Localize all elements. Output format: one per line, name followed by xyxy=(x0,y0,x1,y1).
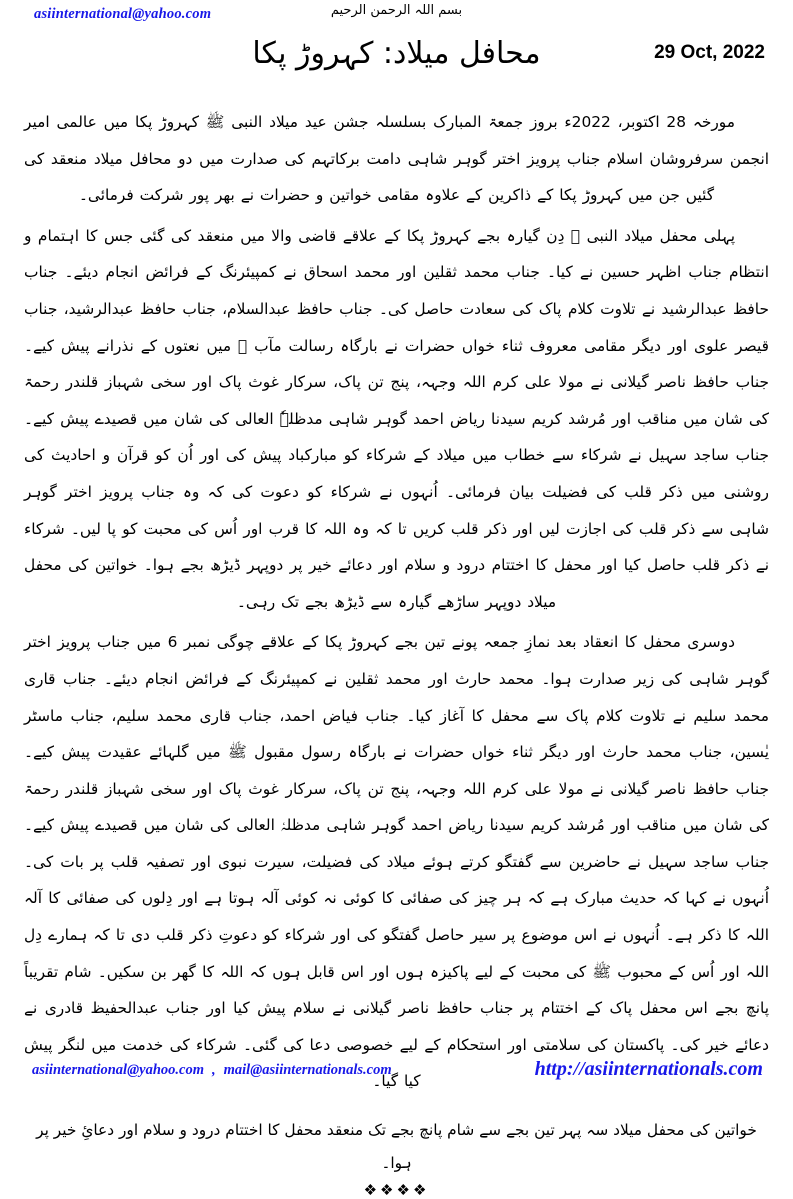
footer-email-primary[interactable]: asiinternational@yahoo.com xyxy=(32,1062,204,1078)
diamond-ornament-icon: ❖ xyxy=(412,1183,430,1199)
article-body xyxy=(24,104,769,1199)
publication-date: 29 Oct, 2022 xyxy=(654,42,765,63)
article-paragraph-3: دوسری محفل کا انعقاد بعد نمازِ جمعہ پونے تین بجے کہروڑ پکا کے علاقے چوگی نمبر 6 میں جناب پرویز اختر گوہر شاہی کی زیر صدارت ہوا۔ محمد حارث اور محمد ثقلین نے کمپیئرنگ کے فرائض انجام دیئے۔ جناب قاری محمد سلیم نے تلاوت کلام پاک سے محفل کا آغاز کیا۔ جناب فیاض احمد، جناب قاری محمد سلیم، جناب ماسٹر یٰسین، جناب محمد حارث اور دیگر ثناء خواں حضرات نے بارگاہ رسول مقبول ﷺ میں گلہائے عقیدت پیش کیے۔ جناب حافظ ناصر گیلانی نے مولا علی کرم اللہ وجہہ، پنج تن پاک، سرکار غوث پاک اور سخی شہباز قلندر رحمۃ کی شان میں مناقب اور مُرشد کریم سیدنا ریاض احمد گوہر شاہی مدظلہٗ العالی کی شان میں قصیدے پیش کیے۔ جناب ساجد سہیل نے حاضرین سے گفتگو کرتے ہوئے میلاد کی فضیلت، سیرت نبوی اور تصفیہ قلب پر بات کی۔ اُنہوں نے کہا کہ حدیث مبارک ہے کہ ہر چیز کی صفائی کا کوئی نہ کوئی آلہ ہوتا ہے اور دِلوں کی صفائی کا آلہ اللہ کا ذکر ہے۔ اُنہوں نے اس موضوع پر سیر حاصل گفتگو کی اور شرکاء کو دعوتِ ذکر قلب دی تا کہ ہمارے دِل اللہ اور اُس کے محبوب ﷺ کی محبت کے لیے پاکیزہ ہوں اور اس قابل ہوں کہ اللہ کا گھر بن سکیں۔ شام تقریباً پانچ بجے اس محفل پاک کے اختتام پر جناب حافظ ناصر گیلانی نے سلام پیش کیا اور جناب عبدالحفیظ قادری نے دعائے خیر کی۔ پاکستان کی سلامتی اور استحکام کے لیے خصوصی دعا کی گئی۔ شرکاء کی خدمت میں لنگر پیش کیا گیا۔ xyxy=(24,633,769,1091)
article-paragraph-1: مورخہ 28 اکتوبر، 2022ء بروز جمعۃ المبارک بسلسلہ جشن عید میلاد النبی ﷺ کہروڑ پکا میں عالمی امیر انجمن سرفروشان اسلام جناب پرویز اختر گوہر شاہی دامت برکاتہم کی صدارت میں دو محافل میلاد منعقد کی گئیں جن میں کہروڑ پکا کے ذاکرین کے علاوہ مقامی خواتین و حضرات نے بھر پور شرکت فرمائی۔ xyxy=(24,113,769,205)
footer-separator: , xyxy=(212,1062,216,1078)
page-title: محافل میلاد: کہروڑ پکا xyxy=(252,36,541,71)
ornament-divider xyxy=(24,1184,769,1199)
header-email-link[interactable]: asiinternational@yahoo.com xyxy=(34,6,212,22)
diamond-ornament-icon: ❖ xyxy=(396,1183,413,1199)
bismillah-text: بسم اللہ الرحمن الرحیم xyxy=(330,3,463,18)
article-closing-note: خواتین کی محفل میلاد سہ پہر تین بجے سے شام پانچ بجے تک منعقد محفل کا اختتام درود و سلام اور دعائِ خیر پر ہوا۔ xyxy=(36,1121,757,1173)
footer-contact-group xyxy=(32,1062,392,1079)
article-paragraph-2: پہلی محفل میلاد النبی ﷺ دِن گیارہ بجے کہروڑ پکا کے علاقے قاضی والا میں منعقد کی گئی جس کا اہتمام و انتظام جناب اظہر حسین نے کیا۔ جناب محمد ثقلین اور محمد اسحاق نے کمپیئرنگ کے فرائض انجام دیئے۔ جناب حافظ عبدالرشید نے تلاوت کلام پاک کی سعادت حاصل کی۔ جناب حافظ عبدالسلام، جناب حافظ عبدالرشید، جناب قیصر علوی اور دیگر مقامی معروف ثناء خواں حضرات نے بارگاہ رسالت مآب ﷺ میں نعتوں کے نذرانے پیش کیے۔ جناب حافظ ناصر گیلانی نے مولا علی کرم اللہ وجہہ، پنج تن پاک، سرکار غوث پاک اور سخی شہباز قلندر رحمۃ کی شان میں مناقب اور مُرشد کریم سیدنا ریاض احمد گوہر شاہی مدظلہٗ العالی کی شان میں قصیدے پیش کیے۔ جناب ساجد سہیل نے شرکاء سے خطاب میں میلاد کے شرکاء کو مبارکباد پیش کی اور اُن کو قرآن و احادیث کی روشنی میں ذکر قلب کی فضیلت بیان فرمائی۔ اُنہوں نے شرکاء کو دعوت کی کہ وہ جناب پرویز اختر گوہر شاہی سے ذکر قلب کی اجازت لیں اور ذکر قلب کریں تا کہ وہ اللہ کا قرب اور اُس کی محبت کو پا لیں۔ شرکاء نے ذکر قلب حاصل کیا اور محفل کا اختتام درود و سلام اور دعائے خیر پر دوپہر ڈیڑھ بجے ہوا۔ خواتین کی محفل میلاد دوپہر ساڑھے گیارہ سے ڈیڑھ بجے تک رہی۔ xyxy=(24,226,769,611)
footer-email-secondary[interactable]: mail@asiinternationals.com xyxy=(223,1062,392,1078)
page-footer xyxy=(0,1058,793,1092)
diamond-ornament-icon: ❖ xyxy=(363,1183,381,1199)
diamond-ornament-icon: ❖ xyxy=(380,1183,397,1199)
page-header xyxy=(0,0,793,102)
footer-website-link[interactable]: http://asiinternationals.com xyxy=(534,1058,763,1080)
